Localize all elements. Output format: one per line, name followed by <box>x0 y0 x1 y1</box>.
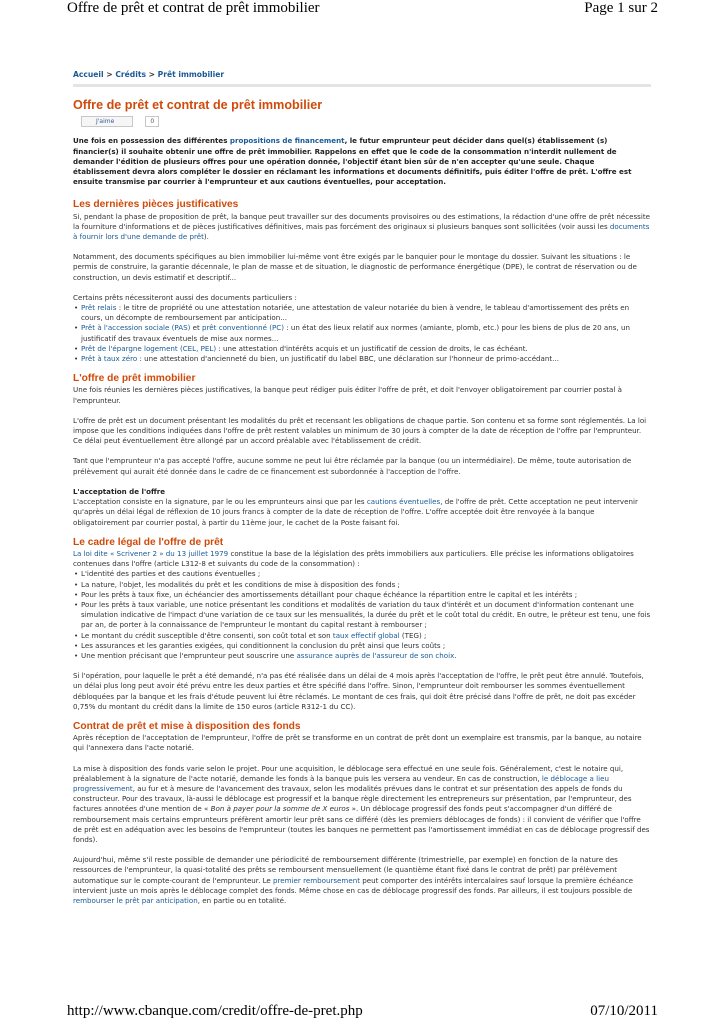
section-heading-cadre-legal: Le cadre légal de l'offre de prêt <box>73 536 224 548</box>
article-content <box>73 70 651 916</box>
list-item: • Les assurances et les garanties exigées, qui conditionnent la conclusion du prêt ainsi que leurs coûts ; <box>81 641 651 651</box>
text-emphasis: Bon à payer pour la somme de X euros <box>210 804 350 814</box>
intro-paragraph <box>73 136 651 187</box>
print-date: 07/10/2011 <box>590 1003 658 1019</box>
social-bar <box>81 116 651 127</box>
paragraph <box>73 212 651 243</box>
text: peut comporter des intérêts intercalaires sauf lorsque la première échéance intervient juste un mois après le déblocage complet des fonds. Même chose en cas de déblocage progressif des fonds. Par ailleurs, il est toujours possible de <box>73 875 634 895</box>
list-item <box>81 631 651 641</box>
epargne-logement-link[interactable]: Prêt de l'épargne logement (CEL, PEL) <box>81 343 217 353</box>
breadcrumb-credits-link[interactable]: Crédits <box>115 70 146 79</box>
list-item <box>81 651 651 661</box>
intro-text: , le futur emprunteur peut décider dans quel(s) établissement (s) financier(s) il souhaite obtenir une offre de prêt immobilier. Rappelons en effet que le code de la consommation n'interdit nullement de demander l'édition de plusieurs offres pour une opération donnée, l'objectif étant bien sûr de n'en accepter qu'une seule. Chaque établissement devra alors compléter le dossier en réclamant les informations et documents définitifs, puis éditer l'offre de prêt. L'offre est ensuite transmise par courrier à l'emprunteur et aux cautions éventuelles, pour acceptation. <box>73 136 632 187</box>
paragraph: Après réception de l'acceptation de l'emprunteur, l'offre de prêt se transforme en un contrat de prêt dont un exemplaire est transmis, par la banque, au notaire qui l'annexera dans l'acte notarié. <box>73 733 642 753</box>
text: Aujourd'hui, même s'il reste possible de demander une périodicité de remboursement différente (trimestrielle, par exemple) en fonction de la nature des ressources de l'emprunteur, la quasi-totalité des prêts se remboursent mensuellement (le quantième étant fixé dans le contrat de prêt) par prélèvement automatique sur le compte-courant de l'emprunteur. Le <box>73 855 618 885</box>
section-heading-contrat: Contrat de prêt et mise à disposition des fonds <box>73 720 301 732</box>
teg-link[interactable]: taux effectif global <box>332 630 400 640</box>
print-header <box>0 0 724 22</box>
text: L'acceptation consiste en la signature, par le ou les emprunteurs ainsi que par les <box>73 497 367 507</box>
list-item <box>81 323 651 343</box>
text: Une mention précisant que l'emprunteur peut souscrire une <box>81 650 297 660</box>
bullet-list <box>73 569 651 661</box>
print-url: http://www.cbanque.com/credit/offre-de-pret.php <box>67 1003 363 1019</box>
list-item <box>81 354 651 364</box>
deblocage-link[interactable]: le déblocage a lieu progressivement <box>73 773 609 793</box>
text: ». Un déblocage progressif des fonds peut s'accompagner d'un différé de remboursement mais certains emprunteurs préfèrent amortir leur prêt sans ce différé (dès les premiers déblocages de fonds) : il convient de vérifier que l'offre de prêt est en adéquation avec les besoins de l'emprunteur (toutes les banques ne permettent pas l'amortissement immédiat en cas de déblocage progressif des fonds). <box>73 804 650 844</box>
paragraph: L'offre de prêt est un document présentant les modalités du prêt et recensant les obligations de chaque partie. Son contenu et sa forme sont réglementés. La loi impose que les conditions indiquées dans l'offre de prêt restent valables un minimum de 30 jours à compter de la date de réception de l'offre par l'emprunteur. Ce délai peut éventuellement être allongé par un accord préalable avec l'établissement de crédit. <box>73 415 647 446</box>
like-button[interactable]: J'aime <box>81 116 133 127</box>
text: : le titre de propriété ou une attestation notariée, une attestation de valeur notariée du bien à vendre, le tableau d'amortissement des prêts en cours, un décompte de remboursement par anticipation... <box>81 303 630 323</box>
list-item: • Pour les prêts à taux fixe, un échéancier des amortissements détaillant pour chaque échéance la répartition entre le capital et les intérêts ; <box>81 590 651 600</box>
financing-proposals-link[interactable]: propositions de financement <box>229 136 345 146</box>
text: Le montant du crédit susceptible d'être consenti, son coût total et son <box>81 630 333 640</box>
paragraph <box>73 855 651 906</box>
breadcrumb-separator: > <box>103 70 116 79</box>
pret-relais-link[interactable]: Prêt relais <box>81 303 117 313</box>
paragraph: Notamment, des documents spécifiques au bien immobilier lui-même vont être exigés par le banquier pour le montage du dossier. Suivant les situations : le permis de construire, la garantie décennale, le plan de masse et de situation, le diagnostic de performance énergétique (DPE), le contrat de réservation ou de construction, un devis estimatif et descriptif... <box>73 252 637 282</box>
list-item: • Pour les prêts à taux variable, une notice présentant les conditions et modalités de variation du taux d'intérêt et un document d'information contenant une simulation indicative de l'impact d'une variation de ce taux sur les mensualités, la durée du prêt et le coût total du crédit. En outre, le prêteur est tenu, une fois par an, de porter à la connaissance de l'emprunteur le montant du capital restant à rembourser ; <box>81 600 651 631</box>
paragraph <box>73 764 651 846</box>
text: , de l'offre de prêt. Cette acceptation ne peut intervenir qu'après un délai légal de réflexion de 10 jours francs à compter de la date de réception de l'offre. L'offre acceptée doit être renvoyée à la banque obligatoirement par courrier postal, à partir du 11ème jour, le cachet de la Poste faisant foi. <box>73 497 638 527</box>
like-count: 0 <box>145 116 159 127</box>
subheading-acceptation: L'acceptation de l'offre <box>73 486 166 496</box>
print-page-title: Offre de prêt et contrat de prêt immobilier <box>67 0 320 16</box>
paragraph: Une fois réunies les dernières pièces justificatives, la banque peut rédiger puis éditer l'offre de prêt, et doit l'envoyer obligatoirement par courrier postal à l'emprunteur. <box>73 385 622 405</box>
text: (TEG) ; <box>399 630 427 640</box>
paragraph <box>73 549 651 569</box>
section-heading-offre: L'offre de prêt immobilier <box>73 373 196 385</box>
text: . <box>454 650 457 660</box>
text: et <box>190 323 203 333</box>
list-item <box>81 344 651 354</box>
text: : une attestation d'ancienneté du bien, un justificatif du label BBC, une déclaration sur l'honneur de primo-accédant... <box>137 354 559 364</box>
premier-remboursement-link[interactable]: premier remboursement <box>273 875 360 885</box>
text: : une attestation d'intérêts acquis et un justificatif de cession de droits, le cas échéant. <box>216 343 528 353</box>
paragraph: Si l'opération, pour laquelle le prêt a été demandé, n'a pas été réalisée dans un délai de 4 mois après l'acceptation de l'offre, le prêt peut être annulé. Toutefois, un délai plus long peut avoir été prévu entre les deux parties et être spécifié dans l'offre. Sinon, l'emprunteur doit rembourser les sommes éventuellement débloquées par la banque et les frais d'étude peuvent lui être réclamés. Le montant de ces frais, qui doit être précisé dans l'offre de prêt, ne doit pas excéder 0,75% du montant du crédit dans la limite de 150 euros (article R312-1 du CC). <box>73 671 644 711</box>
cautions-link[interactable]: cautions éventuelles <box>366 497 441 507</box>
text: , au fur et à mesure de l'avancement des travaux, selon les modalités prévues dans le contrat et sur présentation des appels de fonds du constructeur. Pour des travaux, là-aussi le déblocage est progressif et la banque règle directement les entrepreneurs sur présentation, par l'emprunteur, des factures annotées d'une mention de « <box>73 783 632 814</box>
intro-text: Une fois en possession des différentes <box>73 136 230 146</box>
breadcrumb-separator: > <box>145 70 158 79</box>
loi-scrivener-link[interactable]: La loi dite « Scrivener 2 » du 13 juillet 1979 <box>73 548 229 558</box>
list-item <box>81 303 651 323</box>
pc-link[interactable]: prêt conventionné (PC) <box>202 323 284 333</box>
print-page-number: Page 1 sur 2 <box>584 0 658 16</box>
bullet-list <box>73 303 651 364</box>
paragraph: Certains prêts nécessiteront aussi des documents particuliers : <box>73 292 297 302</box>
text: ). <box>203 232 209 242</box>
breadcrumb <box>73 70 651 87</box>
pas-link[interactable]: Prêt à l'accession sociale (PAS) <box>81 323 191 333</box>
section-heading-justificatifs: Les dernières pièces justificatives <box>73 199 239 211</box>
paragraph: Tant que l'emprunteur n'a pas accepté l'offre, aucune somme ne peut lui être réclamée par la banque (ou un intermédiaire). De même, toute autorisation de prélèvement qui aurait été donnée dans le cadre de ce financement est subordonnée à l'acception de l'offre. <box>73 456 632 476</box>
breadcrumb-home-link[interactable]: Accueil <box>73 70 104 79</box>
assurance-link[interactable]: assurance auprès de l'assureur de son choix <box>296 650 455 660</box>
remboursement-anticipe-link[interactable]: rembourser le prêt par anticipation <box>73 896 198 905</box>
documents-link[interactable]: documents à fournir lors d'une demande de prêt <box>73 221 650 242</box>
paragraph <box>73 497 651 528</box>
list-item: • L'identité des parties et des cautions éventuelles ; <box>81 569 651 579</box>
list-item: • La nature, l'objet, les modalités du prêt et les conditions de mise à disposition des fonds ; <box>81 580 651 590</box>
text: Si, pendant la phase de proposition de prêt, la banque peut travailler sur des documents provisoires ou des estimations, la rédaction d'une offre de prêt nécessite la fourniture d'informations et de pièces justificatives définitives, mais pas forcément des originaux si plusieurs banques sont sollicitées (voir aussi les <box>73 211 650 231</box>
text: constitue la base de la législation des prêts immobiliers aux particuliers. Elle précise les informations obligatoires contenues dans l'offre (article L312-8 et suivants du code de la consommation) : <box>73 548 634 569</box>
page-title: Offre de prêt et contrat de prêt immobilier <box>73 98 323 113</box>
text: , en partie ou en totalité. <box>197 896 287 905</box>
breadcrumb-current-link[interactable]: Prêt immobilier <box>157 70 225 79</box>
ptz-link[interactable]: Prêt à taux zéro <box>81 354 138 364</box>
text: La mise à disposition des fonds varie selon le projet. Pour une acquisition, le déblocage sera effectué en une seule fois. Généralement, c'est le notaire qui, préalablement à la signature de l'acte notarié, demande les fonds à la banque puis les versera au vendeur. En cas de construction, <box>73 763 624 783</box>
text: : un état des lieux relatif aux normes (amiante, plomb, etc.) pour les biens de plus de 20 ans, un justificatif des travaux éventuels de mise aux normes... <box>81 323 630 343</box>
